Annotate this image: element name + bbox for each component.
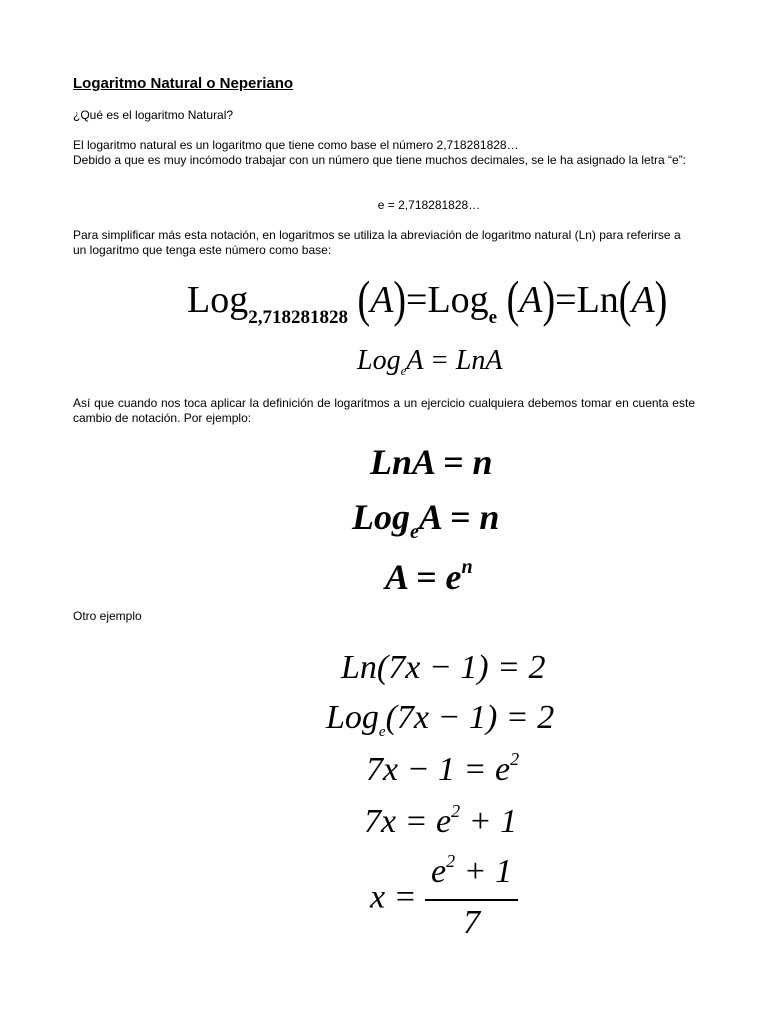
log-text: Log <box>326 699 379 736</box>
fraction-denominator: 7 <box>463 904 481 941</box>
equals-sign: = <box>555 279 577 321</box>
formula-left: x = <box>370 878 417 916</box>
paren-open: ( <box>357 271 371 329</box>
equation-loge-7x-minus-1 <box>326 698 554 744</box>
log-base-number: 2,718281828 <box>248 307 348 328</box>
equation-7x-minus-1-equals-e2 <box>366 750 519 794</box>
exponent-2: 2 <box>446 851 456 871</box>
log-base-e: e <box>488 307 498 328</box>
variable-a: A <box>631 279 655 321</box>
fraction-bar <box>425 899 518 901</box>
equation-a-equals-e-n <box>385 556 473 604</box>
equation-7x-equals-e2-plus-1 <box>364 802 517 846</box>
exponent-2: 2 <box>510 749 520 769</box>
formula-rest: A = LnA <box>406 345 503 376</box>
formula-right: + 1 <box>460 803 518 840</box>
equals-sign: = <box>406 279 428 321</box>
page-title: Logaritmo Natural o Neperiano <box>73 75 294 92</box>
paren-open: ( <box>506 271 520 329</box>
numerator-base: e <box>431 853 447 890</box>
paren-close: ) <box>393 271 406 329</box>
paren-open: ( <box>618 271 632 329</box>
otro-ejemplo-label: Otro ejemplo <box>73 609 142 623</box>
intro-line-1: El logaritmo natural es un logaritmo que tiene como base el número 2,718281828… <box>73 138 519 152</box>
equation-ln-a-equals-n: LnA = n <box>370 442 493 482</box>
log-base-e: e <box>410 521 419 543</box>
ln-text: Ln <box>576 279 619 321</box>
log-base-e: e <box>400 363 407 378</box>
formula-rest: (7x − 1) = 2 <box>385 699 555 736</box>
formula-rest: A = n <box>418 497 500 537</box>
fraction <box>425 852 518 943</box>
equation-loge-a-equals-n <box>352 496 499 544</box>
exponent-n: n <box>461 556 473 578</box>
formula-left: 7x − 1 = e <box>366 751 511 788</box>
definition-paragraph: Así que cuando nos toca aplicar la definición de logaritmos a un ejercicio cualquiera debemos tomar en cuenta este cambio de notación. Por ejemplo: <box>73 396 695 425</box>
numerator-rest: + 1 <box>455 853 513 890</box>
notation-paragraph: Para simplificar más esta notación, en logaritmos se utiliza la abreviación de logaritmo natural (Ln) para referirse a un logaritmo que tenga este número como base: <box>73 228 681 257</box>
formula-log-base-equivalence <box>187 271 668 331</box>
log-text: Log <box>427 279 489 321</box>
fraction-numerator <box>425 852 518 896</box>
log-base-e: e <box>378 724 386 740</box>
intro-line-2: Debido a que es muy incómodo trabajar con un número que tiene muchos decimales, se le ha asignado la letra “e”: <box>73 153 687 167</box>
variable-a: A <box>370 279 394 321</box>
log-text: Log <box>357 345 401 376</box>
paren-close: ) <box>654 271 668 329</box>
e-value-line: e = 2,718281828… <box>377 198 481 212</box>
equation-ln-7x-minus-1: Ln(7x − 1) = 2 <box>341 649 546 686</box>
variable-a: A <box>519 279 543 321</box>
exponent-2: 2 <box>451 801 461 821</box>
log-text: Log <box>352 497 410 537</box>
formula-left: A = e <box>385 557 462 597</box>
log-text: Log <box>187 279 249 321</box>
paren-close: ) <box>542 271 556 329</box>
formula-loge-equals-ln <box>357 344 503 382</box>
equation-x-equals-fraction <box>370 852 518 943</box>
question-text: ¿Qué es el logaritmo Natural? <box>73 108 234 122</box>
formula-left: 7x = e <box>364 803 452 840</box>
